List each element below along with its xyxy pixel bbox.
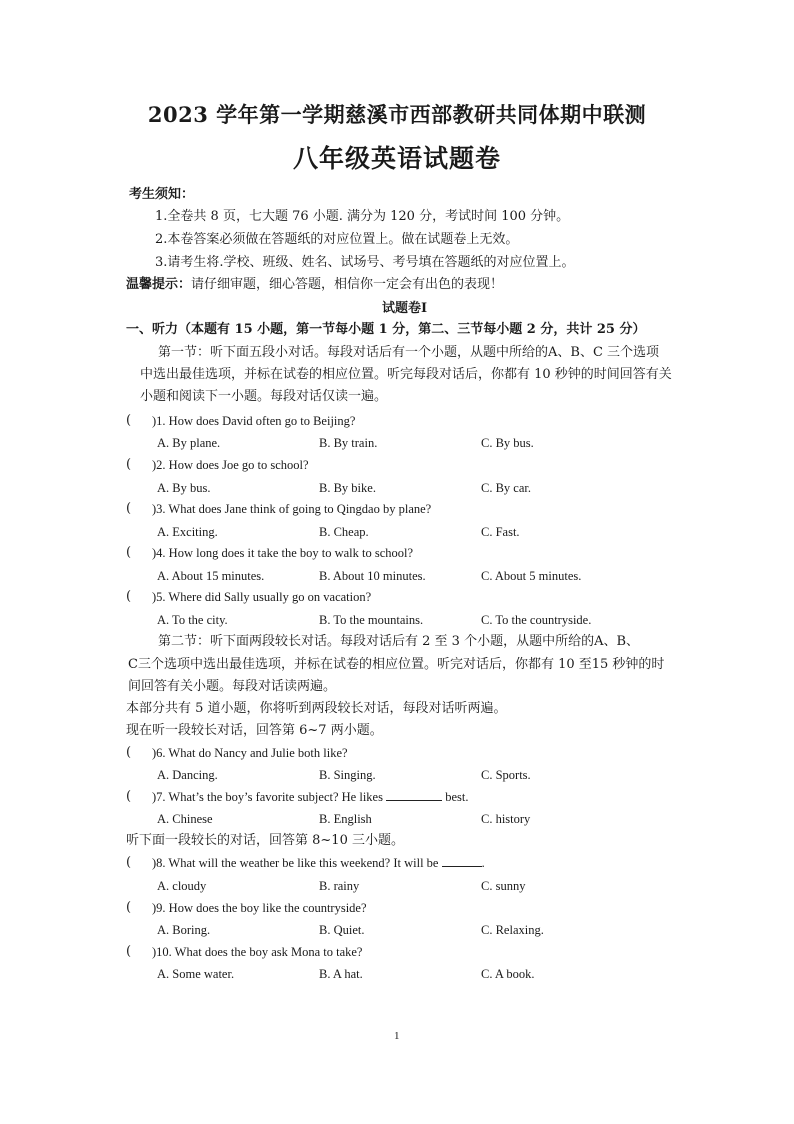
q4-option-b: B. About 10 minutes.: [319, 569, 426, 583]
q8-option-a: A. cloudy: [157, 879, 207, 893]
paper-label: 试题卷Ⅰ: [382, 301, 428, 316]
question-1: )1. How does David often go to Beijing?: [152, 414, 356, 428]
question-8-text-after: .: [481, 856, 485, 870]
q6-option-a: A. Dancing.: [157, 768, 218, 782]
notice-item-1: 1.全卷共 8 页，七大题 76 小题. 满分为 120 分，考试时间 100 分钟。: [155, 209, 570, 224]
notice-heading: 考生须知：: [129, 187, 195, 202]
answer-paren: (: [126, 789, 132, 804]
dialog1-note: 现在听一段较长对话，回答第 6~7 两小题。: [126, 723, 383, 738]
q10-option-c: C. A book.: [481, 967, 535, 981]
q7-option-a: A. Chinese: [157, 812, 213, 826]
dialog2-note: 听下面一段较长的对话，回答第 8~10 三小题。: [126, 833, 404, 848]
answer-paren: (: [126, 413, 132, 428]
exam-subtitle: 八年级英语试题卷: [292, 144, 501, 173]
part1-intro-line-1: 第一节：听下面五段小对话。每段对话后有一个小题，从题中所给的A、B、C 三个选项: [158, 345, 660, 360]
page-number: 1: [394, 1030, 400, 1042]
tip-label: 温馨提示：: [126, 277, 192, 292]
q1-option-c: C. By bus.: [481, 436, 534, 450]
tip-line: [126, 276, 503, 294]
answer-paren: (: [126, 900, 132, 915]
q2-option-b: B. By bike.: [319, 481, 376, 495]
answer-paren: (: [126, 501, 132, 516]
answer-paren: (: [126, 457, 132, 472]
question-10: )10. What does the boy ask Mona to take?: [152, 945, 363, 959]
question-8-text: )8. What will the weather be like this weekend? It will be: [152, 856, 439, 870]
part2-intro-line-3: 间回答有关小题。每段对话读两遍。: [128, 679, 337, 694]
q1-option-a: A. By plane.: [157, 436, 221, 450]
q9-option-a: A. Boring.: [157, 923, 211, 937]
q8-option-c: C. sunny: [481, 879, 526, 893]
q7-option-b: B. English: [319, 812, 372, 826]
answer-paren: (: [126, 589, 132, 604]
part1-intro-line-3: 小题和阅读下一小题。每段对话仅读一遍。: [140, 389, 388, 404]
q10-option-a: A. Some water.: [157, 967, 235, 981]
exam-title: 2023 学年第一学期慈溪市西部教研共同体期中联测: [147, 102, 647, 127]
section-heading: 一、听力（本题有 15 小题，第一节每小题 1 分，第二、三节每小题 2 分，共计 25 分）: [126, 322, 646, 337]
part2-intro-line-2: C三个选项中选出最佳选项，并标在试卷的相应位置。听完对话后，你都有 10 至15 秒钟的时: [128, 657, 665, 672]
question-8: [152, 854, 485, 872]
tip-text: 请仔细审题，细心答题，相信你一定会有出色的表现！: [191, 277, 504, 292]
question-9: )9. How does the boy like the countryside?: [152, 901, 367, 915]
q5-option-a: A. To the city.: [157, 613, 228, 627]
q6-option-c: C. Sports.: [481, 768, 531, 782]
notice-item-2: 2.本卷答案必须做在答题纸的对应位置上。做在试题卷上无效。: [155, 232, 519, 247]
q5-option-b: B. To the mountains.: [319, 613, 424, 627]
q1-option-b: B. By train.: [319, 436, 378, 450]
answer-paren: (: [126, 745, 132, 760]
q2-option-a: A. By bus.: [157, 481, 211, 495]
question-5: )5. Where did Sally usually go on vacation?: [152, 590, 372, 604]
answer-paren: (: [126, 855, 132, 870]
q4-option-c: C. About 5 minutes.: [481, 569, 582, 583]
answer-blank: [442, 866, 482, 867]
q3-option-b: B. Cheap.: [319, 525, 369, 539]
answer-paren: (: [126, 944, 132, 959]
question-2: )2. How does Joe go to school?: [152, 458, 309, 472]
question-3: )3. What does Jane think of going to Qingdao by plane?: [152, 502, 432, 516]
question-7-text-after: best.: [445, 790, 469, 804]
answer-paren: (: [126, 545, 132, 560]
question-7-text: )7. What’s the boy’s favorite subject? He likes: [152, 790, 383, 804]
q4-option-a: A. About 15 minutes.: [157, 569, 265, 583]
answer-blank: [386, 800, 442, 801]
notice-item-3: 3.请考生将.学校、班级、姓名、试场号、考号填在答题纸的对应位置上。: [155, 255, 575, 270]
q6-option-b: B. Singing.: [319, 768, 376, 782]
q7-option-c: C. history: [481, 812, 531, 826]
q9-option-c: C. Relaxing.: [481, 923, 544, 937]
q5-option-c: C. To the countryside.: [481, 613, 592, 627]
q3-option-a: A. Exciting.: [157, 525, 218, 539]
question-4: )4. How long does it take the boy to walk to school?: [152, 546, 414, 560]
part2-note: 本部分共有 5 道小题，你将听到两段较长对话，每段对话听两遍。: [126, 701, 507, 716]
q3-option-c: C. Fast.: [481, 525, 520, 539]
part1-intro-line-2: 中选出最佳选项，并标在试卷的相应位置。听完每段对话后，你都有 10 秒钟的时间回答有关: [140, 367, 672, 382]
q2-option-c: C. By car.: [481, 481, 531, 495]
q9-option-b: B. Quiet.: [319, 923, 365, 937]
question-7: [152, 788, 468, 806]
question-6: )6. What do Nancy and Julie both like?: [152, 746, 348, 760]
q8-option-b: B. rainy: [319, 879, 360, 893]
q10-option-b: B. A hat.: [319, 967, 363, 981]
part2-intro-line-1: 第二节：听下面两段较长对话。每段对话后有 2 至 3 个小题，从题中所给的A、B、: [158, 634, 640, 649]
